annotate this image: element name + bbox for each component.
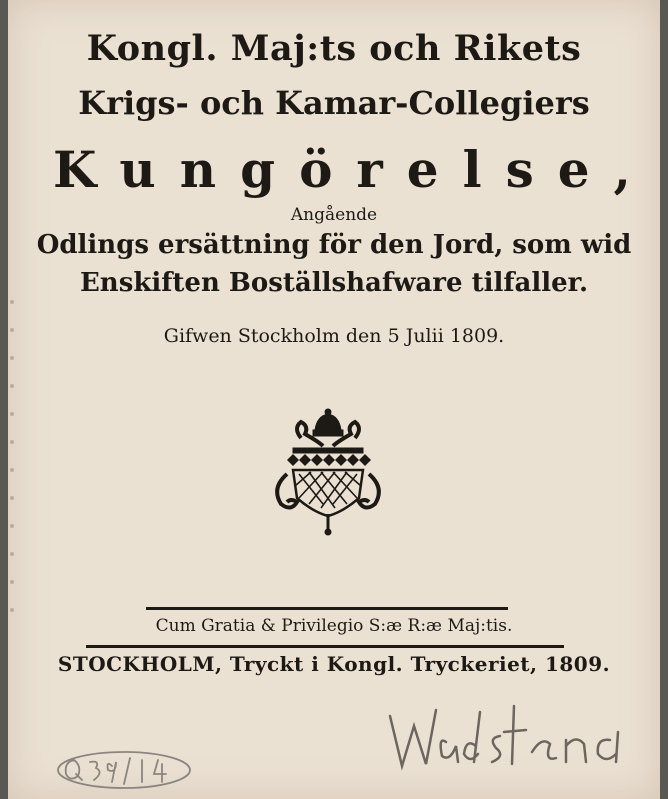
subtitle-line-1: Odlings ersättning för den Jord, som wid (36, 230, 632, 260)
subtitle-intro: Angående (290, 205, 378, 225)
dateline: Gifwen Stockholm den 5 Julii 1809. (163, 325, 505, 347)
title-line-1: Kongl. Maj:ts och Rikets (86, 28, 582, 69)
divider-lower (86, 645, 564, 648)
crown-ornament-icon (263, 408, 393, 538)
divider-upper (146, 607, 508, 610)
subtitle-line-2: Enskiften Boställshafware tilfaller. (79, 268, 589, 298)
imprint-line: STOCKHOLM, Tryckt i Kongl. Tryckeriet, 1809. (57, 652, 611, 676)
privilege-line: Cum Gratia & Privilegio S:æ R:æ Maj:tis. (155, 616, 513, 636)
handwritten-signature-icon (380, 696, 640, 776)
title-line-2: Krigs- och Kamar-Collegiers (78, 84, 590, 122)
title-line-3: Kungörelse, (53, 140, 655, 199)
document-page (8, 0, 660, 799)
shelfmark-icon (54, 748, 194, 794)
